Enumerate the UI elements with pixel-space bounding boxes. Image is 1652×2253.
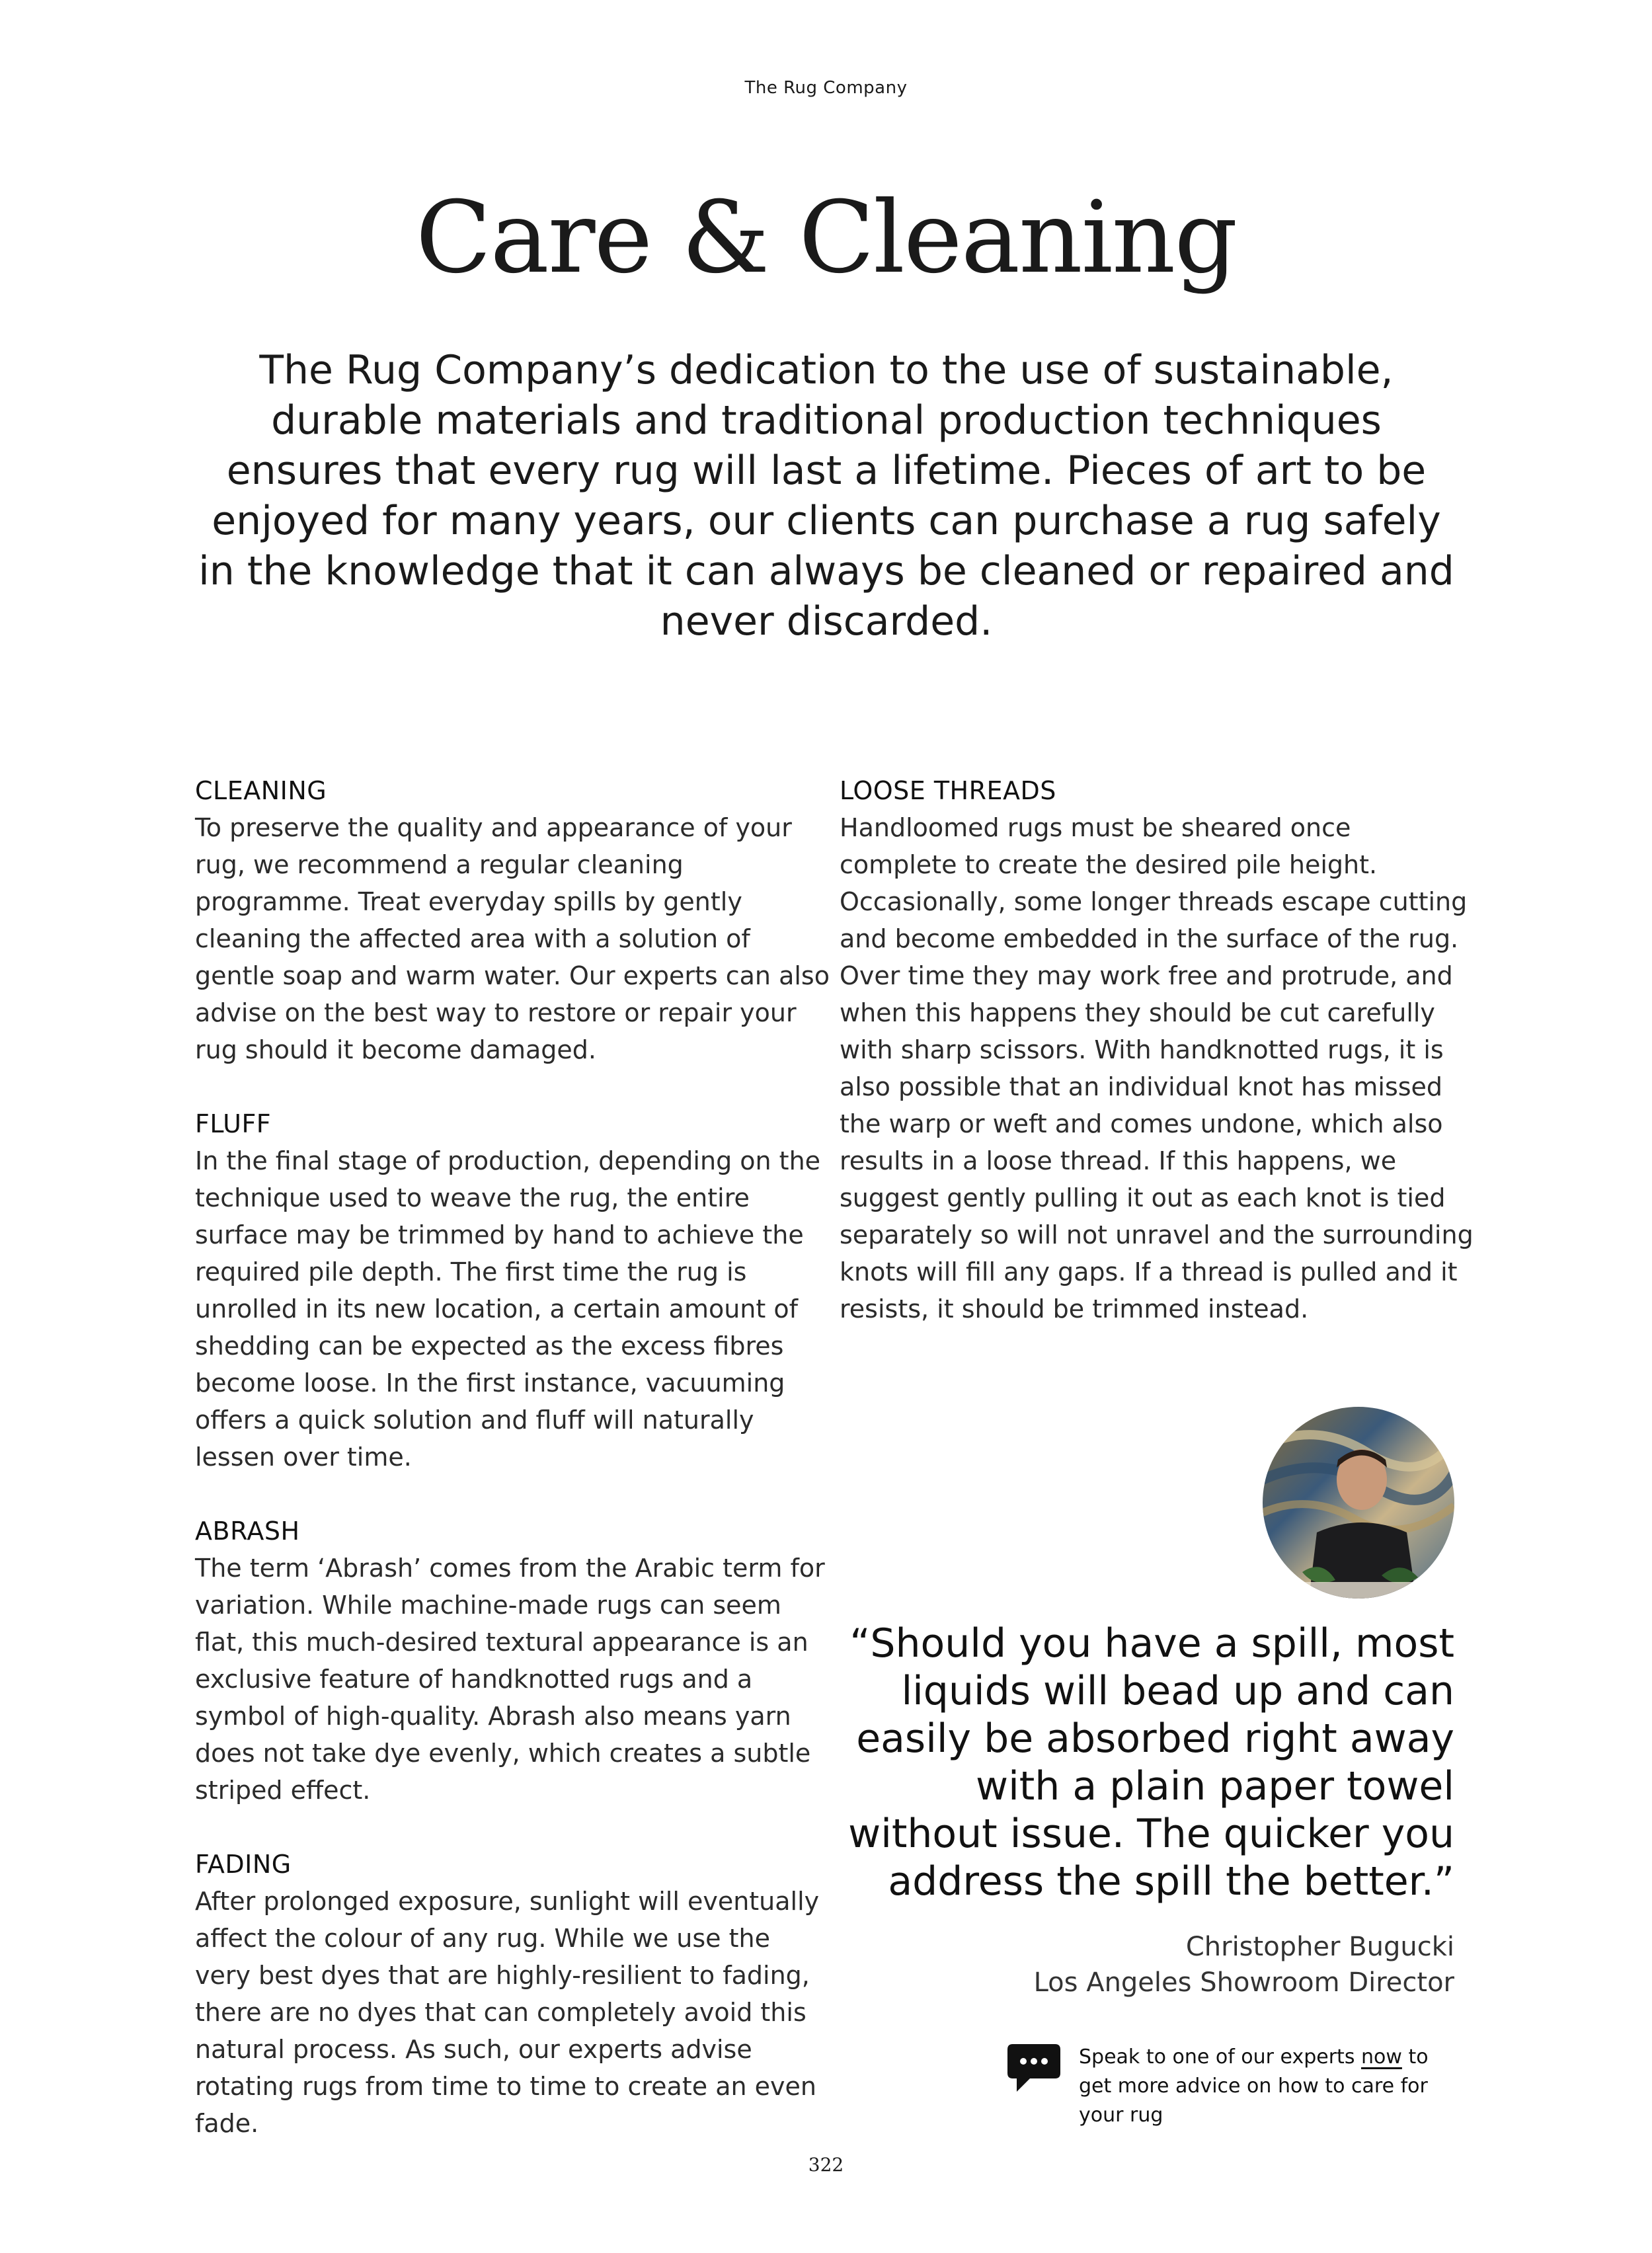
section-body: The term ‘Abrash’ comes from the Arabic term for variation. While machine-made rugs can seem flat, this much-desired textural appearance is an exclusive feature of handknotted rugs and a symbol of high-quality. Abrash also means yarn does not take dye evenly, which creates a subtle striped effect. <box>195 1554 825 1805</box>
cta-text-before: Speak to one of our experts <box>1079 2045 1361 2069</box>
section-loose-threads <box>840 772 1474 1327</box>
section-heading: CLEANING <box>195 776 327 805</box>
section-fluff <box>195 1105 830 1476</box>
cta-now-link[interactable]: now <box>1361 2045 1402 2069</box>
section-heading: FADING <box>195 1850 292 1879</box>
quote-attribution <box>820 1929 1454 2000</box>
cta-text-after: to get more advice on how to care for your rug <box>1079 2045 1429 2127</box>
right-column <box>840 772 1474 1364</box>
section-heading: LOOSE THREADS <box>840 776 1056 805</box>
avatar <box>1263 1407 1454 1599</box>
quote-role: Los Angeles Showroom Director <box>1033 1967 1454 1998</box>
pull-quote: “Should you have a spill, most liquids will bead up and can easily be absorbed right away with a plain paper towel without issue. The quicker you address the spill the better.” <box>848 1620 1454 1905</box>
section-body: After prolonged exposure, sunlight will eventually affect the colour of any rug. While we use the very best dyes that are highly-resilient to fading, there are no dyes that can completely avoid this natural process. As such, our experts advise rotating rugs from time to time to create an even fade. <box>195 1887 820 2138</box>
page-number: 322 <box>808 2154 844 2176</box>
section-body: In the final stage of production, depending on the technique used to weave the rug, the entire surface may be trimmed by hand to achieve the required pile depth. The first time the rug is unrolled in its new location, a certain amount of shedding can be expected as the excess fibres become loose. In the first instance, vacuuming offers a quick solution and fluff will naturally lessen over time. <box>195 1146 821 1472</box>
portrait-photo <box>1263 1407 1454 1599</box>
expert-advice-cta <box>1079 2043 1462 2130</box>
section-cleaning <box>195 772 830 1068</box>
section-body: To preserve the quality and appearance of your rug, we recommend a regular cleaning programme. Treat everyday spills by gently cleaning the affected area with a solution of gentle soap and warm water. Our experts can also advise on the best way to restore or repair your rug should it become damaged. <box>195 813 830 1064</box>
left-column <box>195 772 830 2179</box>
section-fading <box>195 1846 830 2142</box>
quote-author: Christopher Bugucki <box>1185 1932 1454 1962</box>
page-title: Care & Cleaning <box>415 180 1237 296</box>
intro-paragraph: The Rug Company’s dedication to the use of sustainable, durable materials and traditional production techniques ensures that every rug will last a lifetime. Pieces of art to be enjoyed for many years, our clients can purchase a rug safely in the knowledge that it can always be cleaned or repaired and never discarded. <box>198 347 1454 645</box>
section-heading: ABRASH <box>195 1517 300 1546</box>
brand-header: The Rug Company <box>744 78 908 98</box>
chat-bubble-icon[interactable] <box>1006 2043 1062 2094</box>
section-body: Handloomed rugs must be sheared once complete to create the desired pile height. Occasionally, some longer threads escape cutting and become embedded in the surface of the rug. Over time they may work free and protrude, and when this happens they should be cut carefully with sharp scissors. With handknotted rugs, it is also possible that an individual knot has missed the warp or weft and comes undone, which also results in a loose thread. If this happens, we suggest gently pulling it out as each knot is tied separately so will not unravel and the surrounding knots will fill any gaps. If a thread is pulled and it resists, it should be trimmed instead. <box>840 813 1474 1324</box>
section-abrash <box>195 1513 830 1809</box>
section-heading: FLUFF <box>195 1109 272 1138</box>
